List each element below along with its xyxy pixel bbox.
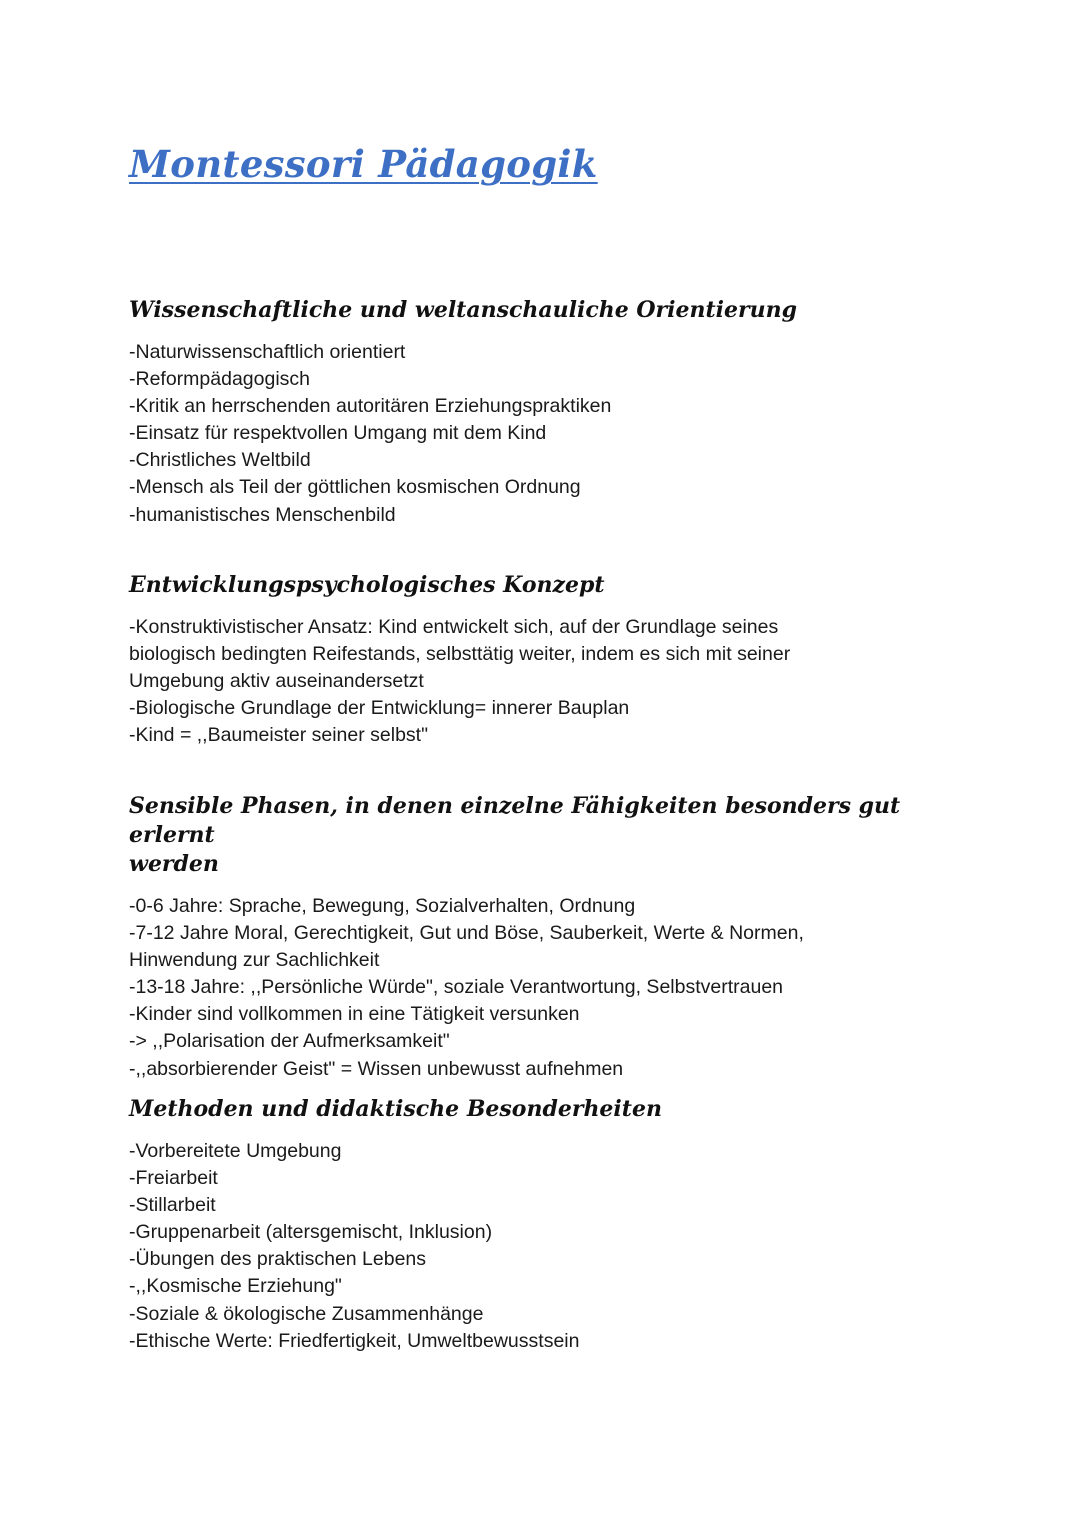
text-line: Hinwendung zur Sachlichkeit <box>129 949 380 972</box>
text-line: -Naturwissenschaftlich orientiert <box>129 341 406 363</box>
text-line: -Christliches Weltbild <box>129 449 311 472</box>
text-line: -> ,,Polarisation der Aufmerksamkeit" <box>129 1030 450 1053</box>
text-line: -13-18 Jahre: ,,Persönliche Würde", soziale Verantwortung, Selbstvertrauen <box>129 976 784 999</box>
section-heading-line: werden <box>129 851 219 877</box>
section-heading <box>129 792 949 879</box>
text-line: -7-12 Jahre Moral, Gerechtigkeit, Gut und Böse, Sauberkeit, Werte & Normen, <box>129 922 804 945</box>
text-line: -0-6 Jahre: Sprache, Bewegung, Sozialverhalten, Ordnung <box>129 895 636 917</box>
text-line: -Stillarbeit <box>129 1194 216 1217</box>
text-line: -Einsatz für respektvollen Umgang mit dem Kind <box>129 422 547 445</box>
text-line: -Kritik an herrschenden autoritären Erziehungspraktiken <box>129 395 612 418</box>
section-sensitive-phases <box>129 792 949 1083</box>
section-heading: Entwicklungspsychologisches Konzept <box>129 572 605 598</box>
section-developmental-concept <box>129 571 949 749</box>
text-line: Umgebung aktiv auseinandersetzt <box>129 670 424 693</box>
text-line: -humanistisches Menschenbild <box>129 503 396 526</box>
text-line: -Reformpädagogisch <box>129 368 311 391</box>
text-line: -Gruppenarbeit (altersgemischt, Inklusion) <box>129 1221 493 1244</box>
text-line: -Ethische Werte: Friedfertigkeit, Umweltbewusstsein <box>129 1329 580 1352</box>
section-lines <box>129 614 949 749</box>
text-line: -Übungen des praktischen Lebens <box>129 1248 427 1271</box>
text-line: -,,absorbierender Geist" = Wissen unbewusst aufnehmen <box>129 1057 624 1080</box>
section-methods <box>129 1095 949 1355</box>
text-line: -Biologische Grundlage der Entwicklung= innerer Bauplan <box>129 697 630 720</box>
section-heading: Wissenschaftliche und weltanschauliche Orientierung <box>129 297 797 323</box>
section-heading-line: Sensible Phasen, in denen einzelne Fähigkeiten besonders gut erlernt <box>129 793 901 848</box>
text-line: -,,Kosmische Erziehung" <box>129 1275 342 1298</box>
section-lines <box>129 1138 949 1355</box>
text-line: -Konstruktivistischer Ansatz: Kind entwickelt sich, auf der Grundlage seines <box>129 616 779 638</box>
text-line: -Soziale & ökologische Zusammenhänge <box>129 1302 484 1325</box>
text-line: -Kinder sind vollkommen in eine Tätigkeit versunken <box>129 1003 580 1026</box>
page-title: Montessori Pädagogik <box>129 142 598 186</box>
text-line: -Kind = ,,Baumeister seiner selbst" <box>129 724 429 747</box>
section-orientation <box>129 296 949 529</box>
text-line: -Vorbereitete Umgebung <box>129 1140 342 1162</box>
section-lines <box>129 893 949 1083</box>
text-line: -Mensch als Teil der göttlichen kosmischen Ordnung <box>129 476 581 499</box>
section-lines <box>129 339 949 529</box>
text-line: -Freiarbeit <box>129 1167 218 1190</box>
section-heading: Methoden und didaktische Besonderheiten <box>129 1096 662 1122</box>
text-line: biologisch bedingten Reifestands, selbsttätig weiter, indem es sich mit seiner <box>129 643 791 666</box>
